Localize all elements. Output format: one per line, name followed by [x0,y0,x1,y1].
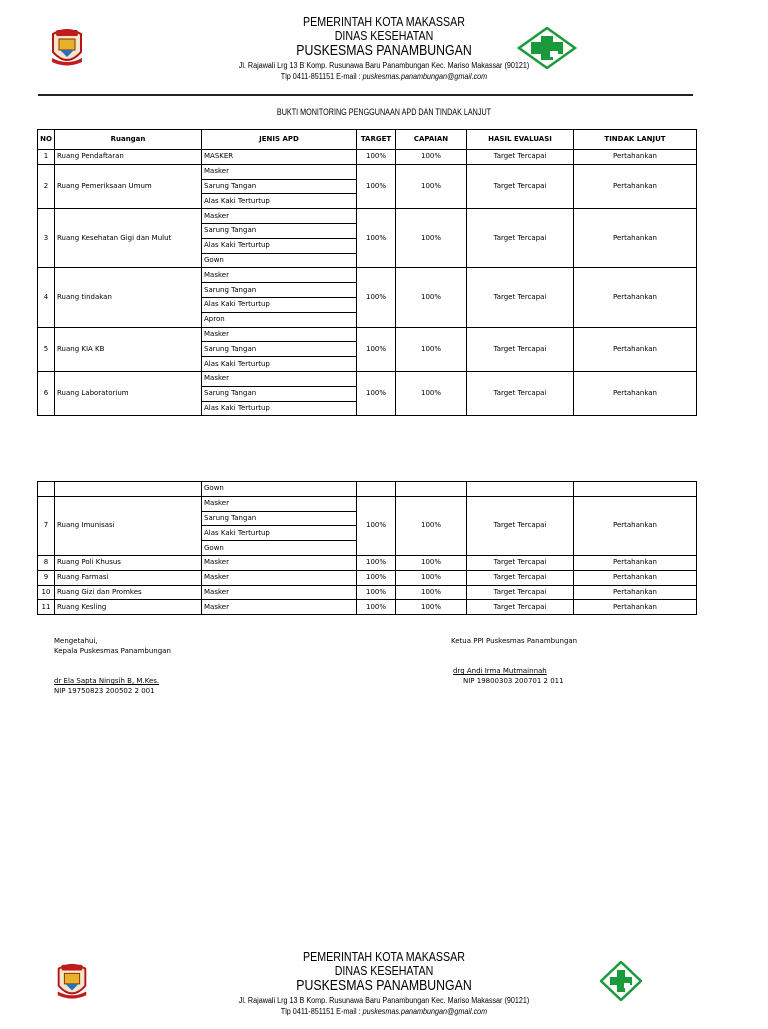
room-name: Ruang Imunisasi [55,496,202,555]
apd-item: Masker [202,585,357,600]
evaluation-result: Target Tercapai [467,371,574,415]
target-value: 100% [357,327,396,371]
target-value: 100% [357,496,396,555]
apd-item: Alas Kaki Terturtup [202,401,357,416]
letterhead-divider [38,94,693,96]
target-value: 100% [357,371,396,415]
capaian-value: 100% [396,555,467,570]
row-number: 9 [38,570,55,585]
follow-up-action: Pertahankan [574,570,697,585]
col-header-ruangan: Ruangan [55,130,202,150]
health-cross-icon [600,961,642,1001]
evaluation-result: Target Tercapai [467,600,574,615]
follow-up-action: Pertahankan [574,209,697,268]
letterhead-contact: Tlp 0411-851151 E-mail : puskesmas.panambungan@gmail.com [280,1007,488,1016]
apd-item: MASKER [202,150,357,165]
apd-item: Alas Kaki Terturtup [202,526,357,541]
apd-item: Gown [202,253,357,268]
row-number: 2 [38,164,55,208]
table-row [38,164,697,179]
col-header-jenis-apd: JENIS APD [202,130,357,150]
makassar-city-crest-icon [50,26,84,68]
row-number: 3 [38,209,55,268]
signature-name: dr Ela Sapta Ningsih B, M.Kes. [54,677,160,685]
table-cell [467,482,574,497]
signature-nip: NIP 19750823 200502 2 001 [54,687,155,695]
room-name: Ruang Farmasi [55,570,202,585]
table-cell [38,482,55,497]
evaluation-result: Target Tercapai [467,585,574,600]
apd-item: Masker [202,327,357,342]
capaian-value: 100% [396,209,467,268]
room-name: Ruang Pendaftaran [55,150,202,165]
room-name: Ruang Laboratorium [55,371,202,415]
row-number: 7 [38,496,55,555]
signature-left [54,636,171,696]
table-row [38,600,697,615]
letterhead-department: DINAS KESEHATAN [334,28,434,43]
apd-item: Sarung Tangan [202,386,357,401]
capaian-value: 100% [396,600,467,615]
table-cell [357,482,396,497]
table-header-row [38,130,697,150]
capaian-value: 100% [396,585,467,600]
document-title: BUKTI MONITORING PENGGUNAAN APD DAN TINDAK LANJUT [276,107,492,117]
apd-item: Sarung Tangan [202,223,357,238]
evaluation-result: Target Tercapai [467,164,574,208]
letterhead-address: Jl. Rajawali Lrg 13 B Komp. Rusunawa Baru Panambungan Kec. Mariso Makassar (90121) [238,996,530,1005]
target-value: 100% [357,268,396,327]
table-row [38,482,697,497]
table-row [38,555,697,570]
evaluation-result: Target Tercapai [467,268,574,327]
col-header-tindak-lanjut: TINDAK LANJUT [574,130,697,150]
signature-acknowledge: Mengetahui, [54,637,98,645]
col-header-hasil-evaluasi: HASIL EVALUASI [467,130,574,150]
apd-item: Apron [202,312,357,327]
col-header-capaian: CAPAIAN [396,130,467,150]
apd-item: Masker [202,209,357,224]
evaluation-result: Target Tercapai [467,209,574,268]
target-value: 100% [357,570,396,585]
evaluation-result: Target Tercapai [467,555,574,570]
col-header-target: TARGET [357,130,396,150]
apd-item: Masker [202,268,357,283]
signature-nip: NIP 19800303 200701 2 011 [463,677,564,685]
apd-monitoring-table [37,129,697,416]
signature-title: Kepala Puskesmas Panambungan [54,647,171,655]
apd-item: Sarung Tangan [202,342,357,357]
follow-up-action: Pertahankan [574,327,697,371]
follow-up-action: Pertahankan [574,164,697,208]
letterhead-puskesmas: PUSKESMAS PANAMBUNGAN [296,977,472,994]
table-row [38,150,697,165]
follow-up-action: Pertahankan [574,150,697,165]
letterhead-address: Jl. Rajawali Lrg 13 B Komp. Rusunawa Baru Panambungan Kec. Mariso Makassar (90121) [238,61,530,70]
capaian-value: 100% [396,570,467,585]
capaian-value: 100% [396,496,467,555]
letterhead-puskesmas: PUSKESMAS PANAMBUNGAN [296,42,472,59]
table-row [38,327,697,342]
target-value: 100% [357,150,396,165]
capaian-value: 100% [396,327,467,371]
room-name: Ruang Pemeriksaan Umum [55,164,202,208]
table-row [38,209,697,224]
table-cell [574,482,697,497]
room-name: Ruang KIA KB [55,327,202,371]
health-cross-icon [517,27,577,69]
signature-right [451,636,577,686]
apd-item: Sarung Tangan [202,283,357,298]
apd-item: Masker [202,555,357,570]
apd-item: Masker [202,164,357,179]
apd-item: Alas Kaki Terturtup [202,238,357,253]
apd-item: Alas Kaki Terturtup [202,194,357,209]
row-number: 10 [38,585,55,600]
signature-name: drg Andi Irma Mutmainnah [453,667,547,675]
apd-item: Sarung Tangan [202,511,357,526]
signature-title: Ketua PPI Puskesmas Panambungan [451,637,578,645]
target-value: 100% [357,585,396,600]
row-number: 11 [38,600,55,615]
table-row [38,585,697,600]
target-value: 100% [357,600,396,615]
letterhead-next-page [0,949,768,1029]
apd-item: Gown [202,482,357,497]
apd-item: Masker [202,600,357,615]
table-row [38,268,697,283]
apd-item: Masker [202,371,357,386]
row-number: 1 [38,150,55,165]
apd-item: Alas Kaki Terturtup [202,297,357,312]
table-row [38,371,697,386]
table-row [38,570,697,585]
follow-up-action: Pertahankan [574,600,697,615]
capaian-value: 100% [396,150,467,165]
capaian-value: 100% [396,164,467,208]
makassar-city-crest-icon [55,961,89,1001]
letterhead-top [0,14,768,94]
apd-item: Sarung Tangan [202,179,357,194]
apd-item: Gown [202,541,357,556]
room-name: Ruang Kesehatan Gigi dan Mulut [55,209,202,268]
capaian-value: 100% [396,371,467,415]
letterhead-contact: Tlp 0411-851151 E-mail : puskesmas.panambungan@gmail.com [280,72,488,81]
row-number: 6 [38,371,55,415]
row-number: 8 [38,555,55,570]
evaluation-result: Target Tercapai [467,150,574,165]
capaian-value: 100% [396,268,467,327]
follow-up-action: Pertahankan [574,496,697,555]
apd-item: Masker [202,496,357,511]
letterhead-department: DINAS KESEHATAN [334,963,434,978]
apd-item: Masker [202,570,357,585]
table-row [38,496,697,511]
letterhead-gov-name: PEMERINTAH KOTA MAKASSAR [303,949,465,964]
apd-item: Alas Kaki Terturtup [202,357,357,372]
follow-up-action: Pertahankan [574,371,697,415]
col-header-no: NO [38,130,55,150]
target-value: 100% [357,209,396,268]
row-number: 4 [38,268,55,327]
evaluation-result: Target Tercapai [467,327,574,371]
follow-up-action: Pertahankan [574,268,697,327]
target-value: 100% [357,555,396,570]
apd-monitoring-table-continued [37,481,697,615]
room-name: Ruang tindakan [55,268,202,327]
row-number: 5 [38,327,55,371]
room-name: Ruang Poli Khusus [55,555,202,570]
table-cell [55,482,202,497]
evaluation-result: Target Tercapai [467,570,574,585]
follow-up-action: Pertahankan [574,555,697,570]
letterhead-gov-name: PEMERINTAH KOTA MAKASSAR [303,14,465,29]
evaluation-result: Target Tercapai [467,496,574,555]
room-name: Ruang Gizi dan Promkes [55,585,202,600]
target-value: 100% [357,164,396,208]
table-cell [396,482,467,497]
room-name: Ruang Kesling [55,600,202,615]
follow-up-action: Pertahankan [574,585,697,600]
